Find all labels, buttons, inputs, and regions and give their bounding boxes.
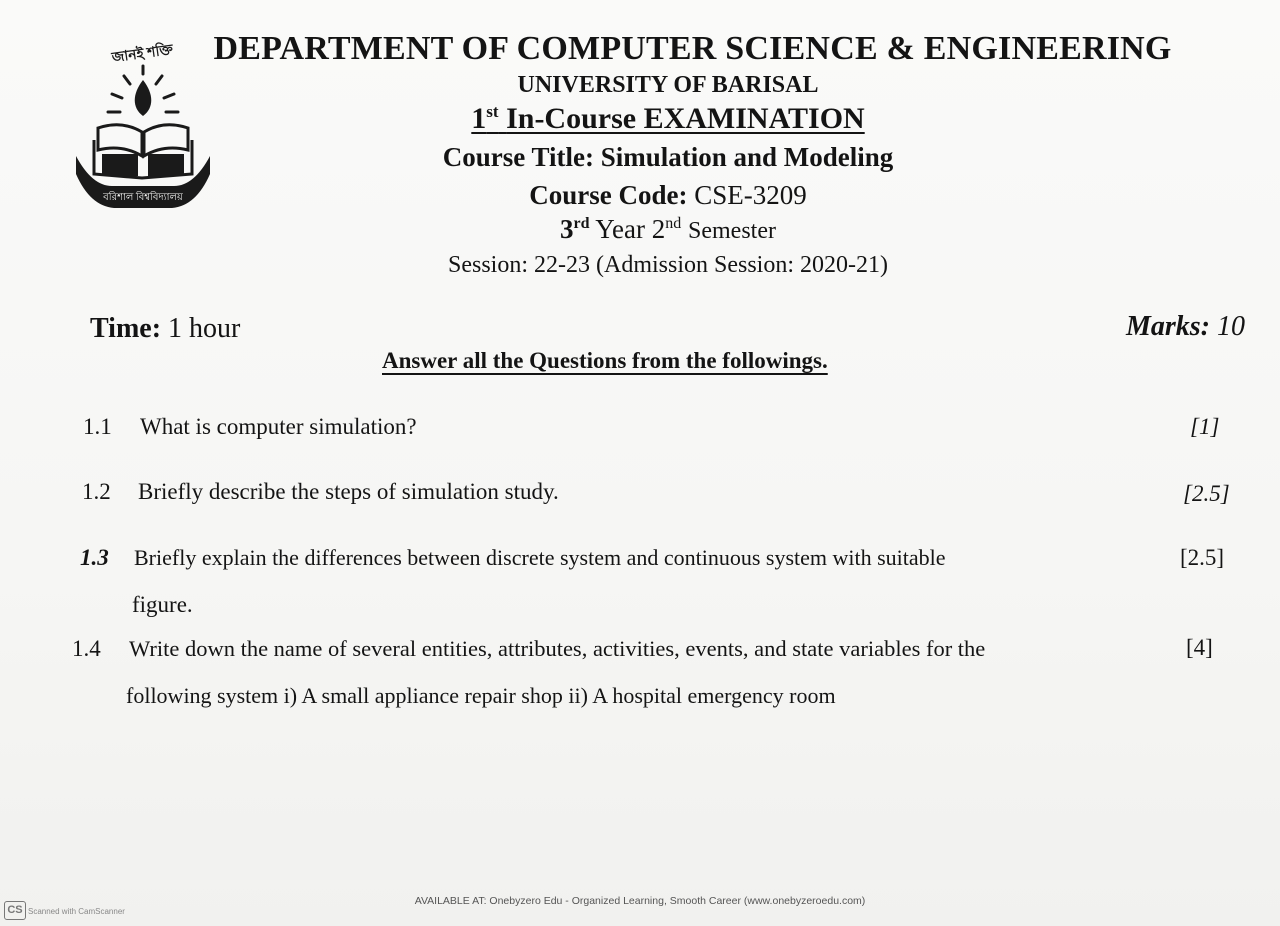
question-marks: [1] [1190,414,1220,439]
question-text: Briefly describe the steps of simulation study. [138,479,559,504]
question-text-line2: following system i) A small appliance repair shop ii) A hospital emergency room [126,683,836,708]
question-number: 1.4 [72,636,101,661]
time-allowed [90,313,240,345]
instruction: Answer all the Questions from the followings. [382,348,828,373]
year-number: 3 [560,214,574,244]
time-label: Time: [90,313,162,344]
question-marks: [4] [1186,635,1213,660]
question-text-line1: Write down the name of several entities, attributes, activities, events, and state variables for the [129,636,986,661]
time-value: 1 hour [168,313,241,344]
course-title-value: Simulation and Modeling [600,142,894,172]
course-code-value: CSE-3209 [694,180,807,210]
marks-label: Marks: [1125,311,1210,342]
course-code-label: Course Code: [529,180,688,210]
department-title: DEPARTMENT OF COMPUTER SCIENCE & ENGINEERING [213,30,1172,67]
exam-title-text: In-Course EXAMINATION [506,102,865,135]
year-semester [28,214,1280,245]
course-code [28,180,1280,211]
course-title-label: Course Title: [442,142,594,172]
exam-ordinal-sup: st [486,102,499,121]
availability-footer: AVAILABLE AT: Onebyzero Edu - Organized Learning, Smooth Career (www.onebyzeroedu.com) [414,895,866,907]
total-marks [1126,311,1245,343]
marks-value: 10 [1217,311,1245,342]
year-sup: rd [573,215,590,232]
course-title [28,142,1280,173]
exam-title [28,102,1280,136]
year-label: Year [595,214,646,244]
semester-sup: nd [665,215,682,232]
question-text: What is computer simulation? [140,414,417,439]
question-text-line2: figure. [132,592,193,617]
logo-motto: জানই শক্তি [110,42,175,67]
question-marks: [2.5] [1183,481,1230,506]
semester-label: Semester [688,218,776,244]
university-name: UNIVERSITY OF BARISAL [517,72,819,98]
logo-banner-text: বরিশাল বিশ্ববিদ্যালয় [103,192,183,203]
camscanner-label: Scanned with CamScanner [28,907,125,916]
semester-number: 2 [651,214,666,244]
question-number: 1.2 [82,479,111,504]
question-marks: [2.5] [1180,545,1225,570]
question-text-line1: Briefly explain the differences between discrete system and continuous system with suitable [134,545,946,570]
session-line: Session: 22-23 (Admission Session: 2020-21) [447,252,888,278]
camscanner-icon: CS [4,901,26,920]
question-number: 1.3 [80,545,109,570]
exam-ordinal: 1 [471,102,487,135]
question-number: 1.1 [83,414,112,439]
